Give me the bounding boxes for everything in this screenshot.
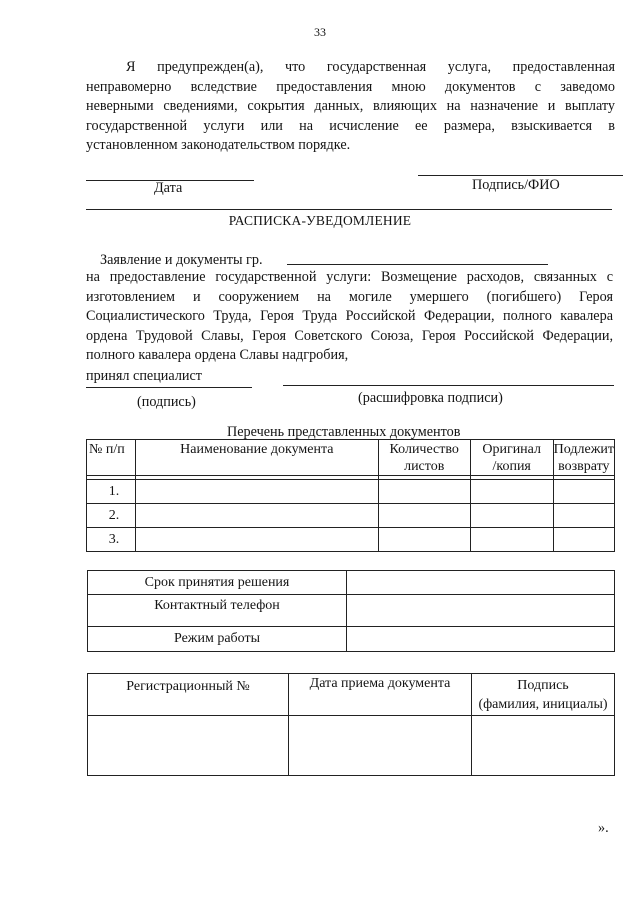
applicant-prefix: Заявление и документы гр. — [100, 252, 263, 268]
col-return-header — [553, 440, 614, 476]
specialist-signature-line — [86, 387, 252, 388]
table-row — [88, 571, 615, 595]
row-number: 3. — [87, 528, 136, 552]
page-number: 33 — [314, 25, 326, 39]
decision-term-value[interactable] — [347, 571, 615, 595]
doc-name-cell[interactable] — [135, 504, 378, 528]
decision-table — [87, 570, 615, 652]
return-cell[interactable] — [553, 504, 614, 528]
accepted-by-label: принял специалист — [86, 367, 202, 384]
receipt-title: РАСПИСКА-УВЕДОМЛЕНИЕ — [228, 213, 412, 228]
receipt-line-5: полного кавалера ордена Славы надгробия, — [86, 347, 349, 363]
qty-cell[interactable] — [378, 480, 470, 504]
row-number: 1. — [87, 480, 136, 504]
return-cell[interactable] — [553, 480, 614, 504]
contact-phone-value[interactable] — [347, 595, 615, 627]
work-hours-value[interactable] — [347, 627, 615, 652]
col-qty-header — [378, 440, 470, 476]
col-return-line1: Подлежит — [553, 442, 614, 457]
orig-cell[interactable] — [470, 528, 553, 552]
table-row — [87, 480, 615, 504]
date-label: Дата — [154, 180, 183, 196]
decode-label: (расшифровка подписи) — [358, 390, 503, 406]
podpis-label: (подпись) — [137, 394, 196, 410]
registration-table-header — [88, 674, 615, 716]
col-return-line2: возврату — [558, 459, 610, 474]
orig-cell[interactable] — [470, 480, 553, 504]
applicant-name-line — [287, 264, 548, 265]
warning-line-4: государственной услуги или на исчисление ее размера, взыскивается в — [86, 117, 615, 134]
reg-number-cell[interactable] — [88, 716, 289, 776]
warning-line-1: Я предупрежден(а), что государственная услуга, предоставленная — [126, 59, 615, 75]
specialist-decode-line — [283, 385, 614, 386]
doc-name-cell[interactable] — [135, 528, 378, 552]
section-divider — [86, 209, 612, 210]
table-row — [87, 504, 615, 528]
reg-number-header: Регистрационный № — [88, 674, 289, 716]
receipt-line-3: Социалистического Труда, Героя Труда Российской Федерации, полного кавалера — [86, 308, 613, 324]
documents-table-title: Перечень представленных документов — [227, 424, 461, 440]
receipt-line-2: изготовлением и сооружением на могиле умершего (погибшего) Героя — [86, 288, 613, 305]
orig-cell[interactable] — [470, 504, 553, 528]
signature-fio-label: Подпись/ФИО — [472, 177, 560, 193]
col-qty-line1: Количество — [389, 442, 459, 457]
warning-line-3: неверными сведениями, сокрытия данных, влияющих на назначение и выплату — [86, 98, 615, 114]
receipt-line-1: на предоставление государственной услуги: Возмещение расходов, связанных с — [86, 269, 613, 285]
row-number: 2. — [87, 504, 136, 528]
work-hours-label: Режим работы — [88, 627, 347, 652]
documents-table-header — [87, 440, 615, 476]
return-cell[interactable] — [553, 528, 614, 552]
closing-quote: ». — [598, 820, 609, 836]
table-row — [88, 627, 615, 652]
receipt-body — [86, 268, 613, 386]
col-orig-line2: /копия — [492, 459, 531, 474]
col-orig-line1: Оригинал — [482, 442, 541, 457]
col-num-header: № п/п — [87, 440, 136, 476]
receipt-date-cell[interactable] — [289, 716, 472, 776]
warning-paragraph — [86, 58, 615, 156]
documents-table — [86, 439, 615, 552]
registration-table — [87, 673, 615, 776]
qty-cell[interactable] — [378, 528, 470, 552]
signature-header-line2: (фамилия, инициалы) — [478, 697, 608, 712]
col-orig-header — [470, 440, 553, 476]
doc-name-cell[interactable] — [135, 480, 378, 504]
signature-header-line1: Подпись — [517, 678, 569, 693]
signature-cell[interactable] — [472, 716, 615, 776]
warning-line-5: установленном законодательством порядке. — [86, 137, 351, 153]
table-row — [87, 528, 615, 552]
receipt-date-header: Дата приема документа — [289, 674, 472, 716]
col-qty-line2: листов — [404, 459, 445, 474]
decision-term-label: Срок принятия решения — [88, 571, 347, 595]
contact-phone-label: Контактный телефон — [88, 595, 347, 627]
qty-cell[interactable] — [378, 504, 470, 528]
receipt-line-4: ордена Трудовой Славы, Героя Советского Союза, Героя Российской Федерации, — [86, 327, 613, 344]
table-row — [88, 595, 615, 627]
signature-header — [472, 674, 615, 716]
col-name-header: Наименование документа — [135, 440, 378, 476]
table-row — [88, 716, 615, 776]
warning-line-2: неправомерно вследствие предоставления мною документов с заведомо — [86, 78, 615, 95]
